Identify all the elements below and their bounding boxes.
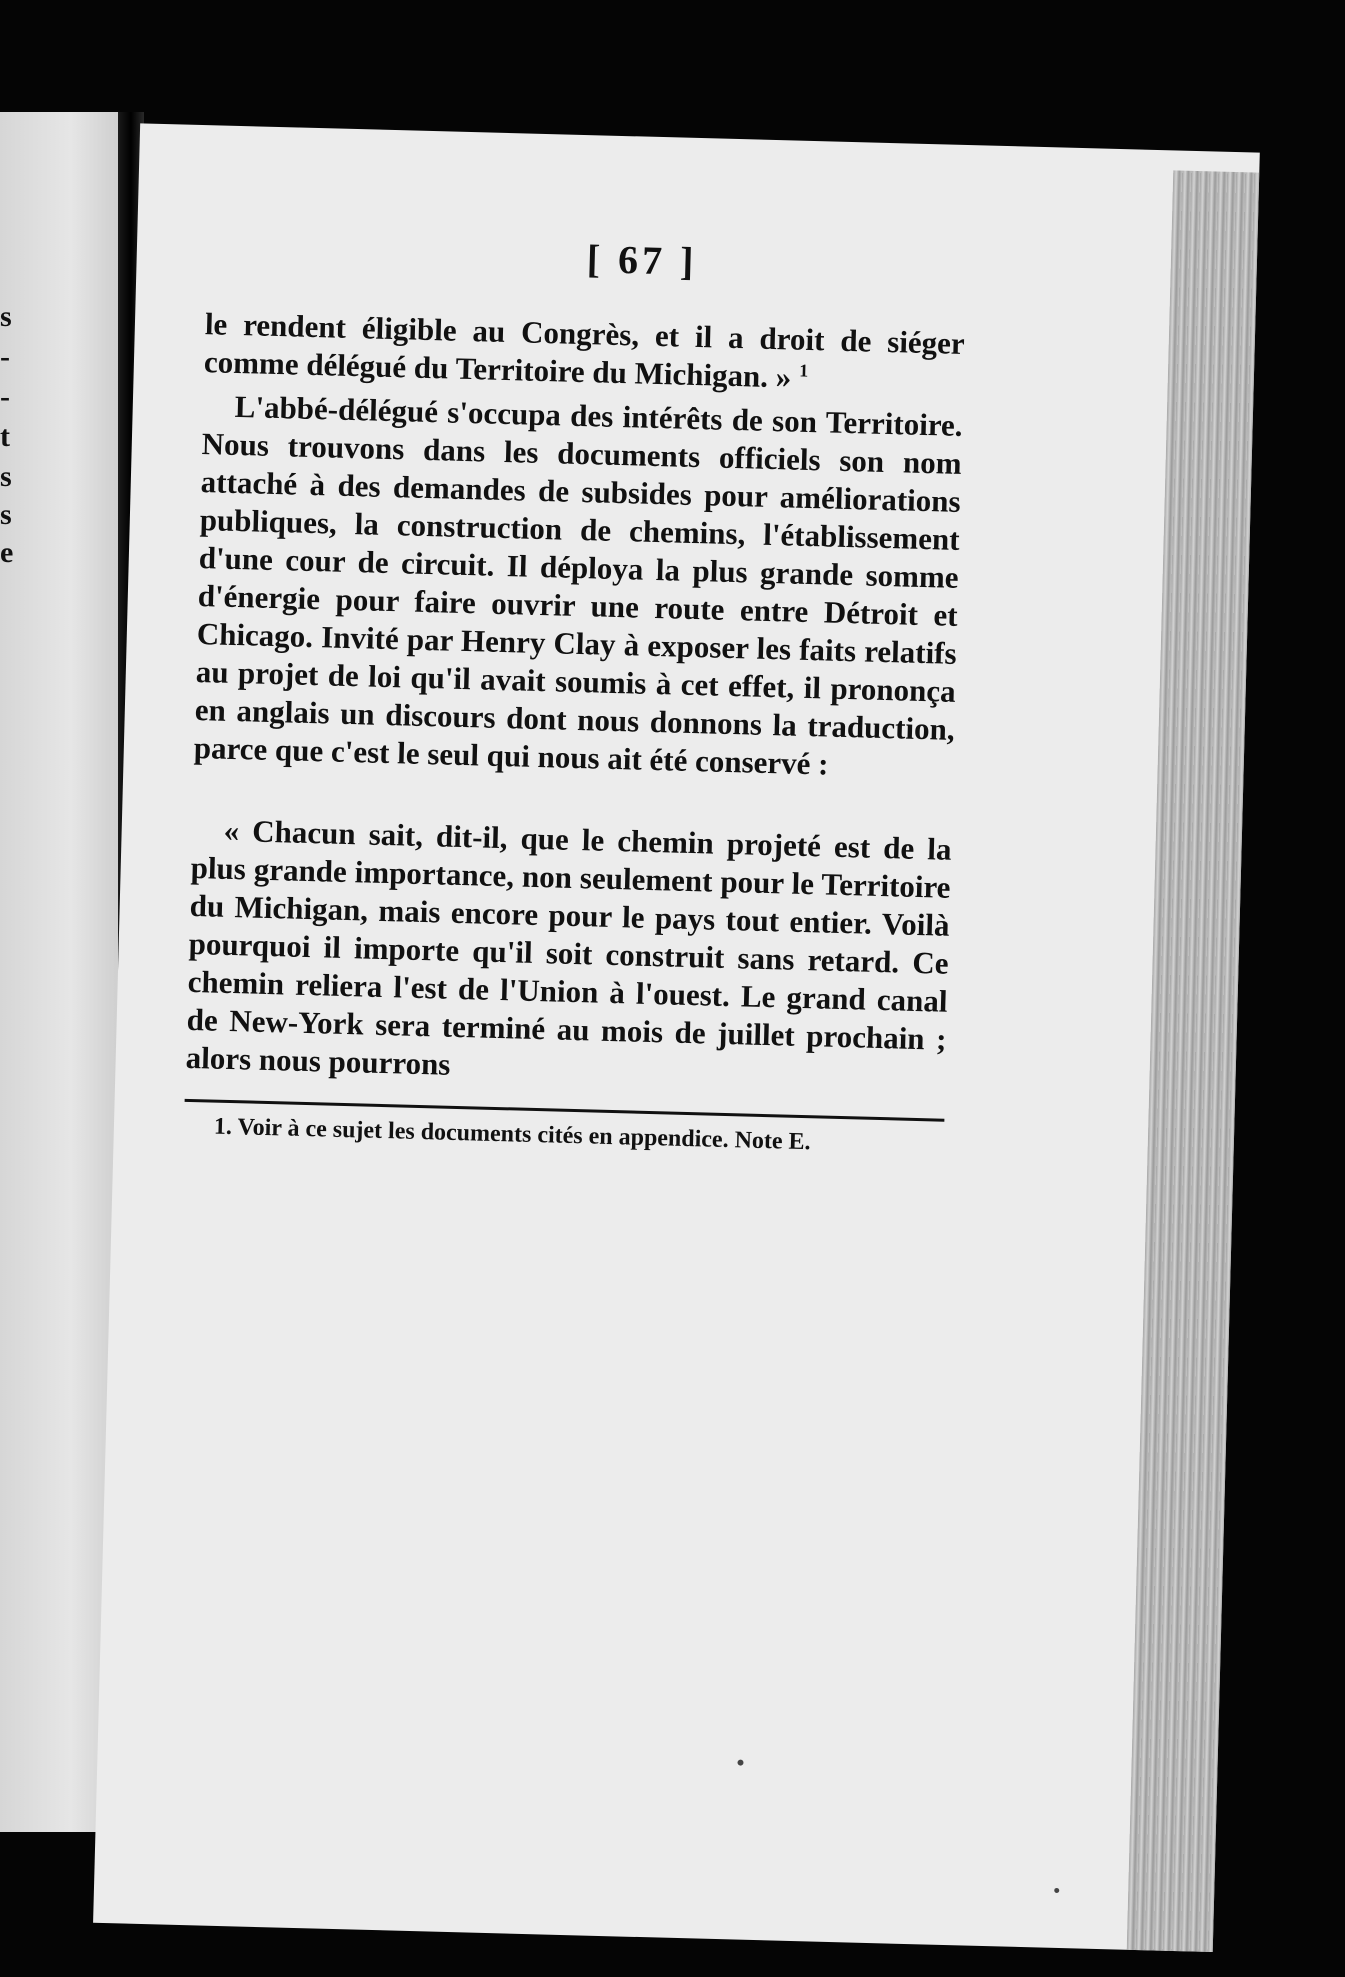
scan-speck <box>1054 1888 1059 1893</box>
left-page-text: s <box>0 460 12 493</box>
left-page-text: s <box>0 498 12 531</box>
footnote-marker: 1 <box>798 360 809 381</box>
paragraph <box>203 305 965 401</box>
left-page-text: - <box>0 340 10 373</box>
left-page-text: t <box>0 420 10 453</box>
paragraph-text: le rendent éligible au Congrès, et il a droit de siéger comme délégué du Territoire du Michigan. » <box>203 306 966 395</box>
left-page-text: e <box>0 536 14 569</box>
page-edge <box>1127 170 1260 1952</box>
page-number: [ 67 ] <box>586 236 698 284</box>
left-page-fragment <box>0 112 118 1832</box>
book-page <box>93 123 1260 1952</box>
quoted-paragraph: « Chacun sait, dit-il, que le chemin projeté est de la plus grande importance, non seulement pour le Territoire du Michigan, mais encore pour le pays tout entier. Voilà pourquoi il importe qu'il soit construit sans retard. Ce chemin reliera l'est de l'Union à l'ouest. Le grand canal de New-York sera terminé au mois de juillet prochain ; alors nous pourrons <box>185 812 952 1082</box>
scan-speck <box>737 1760 743 1766</box>
paragraph: L'abbé-délégué s'occupa des intérêts de son Territoire. Nous trouvons dans les documents officiels son nom attaché à des demandes de subsides pour améliorations publiques, la construction de chemins, l'établissement d'une cour de circuit. Il déploya la plus grande somme d'énergie pour faire ouvrir une route entre Détroit et Chicago. Invité par Henry Clay à exposer les faits relatifs au projet de loi qu'il avait soumis à cet effet, il prononça en anglais un discours dont nous donnons la traduction, parce que c'est le seul qui nous ait été conservé : <box>193 388 964 782</box>
left-page-text: - <box>0 380 10 413</box>
body-text <box>184 305 966 1160</box>
footnote: 1. Voir à ce sujet les documents cités en appendice. Note E. <box>213 1113 811 1156</box>
left-page-text: s <box>0 300 12 333</box>
